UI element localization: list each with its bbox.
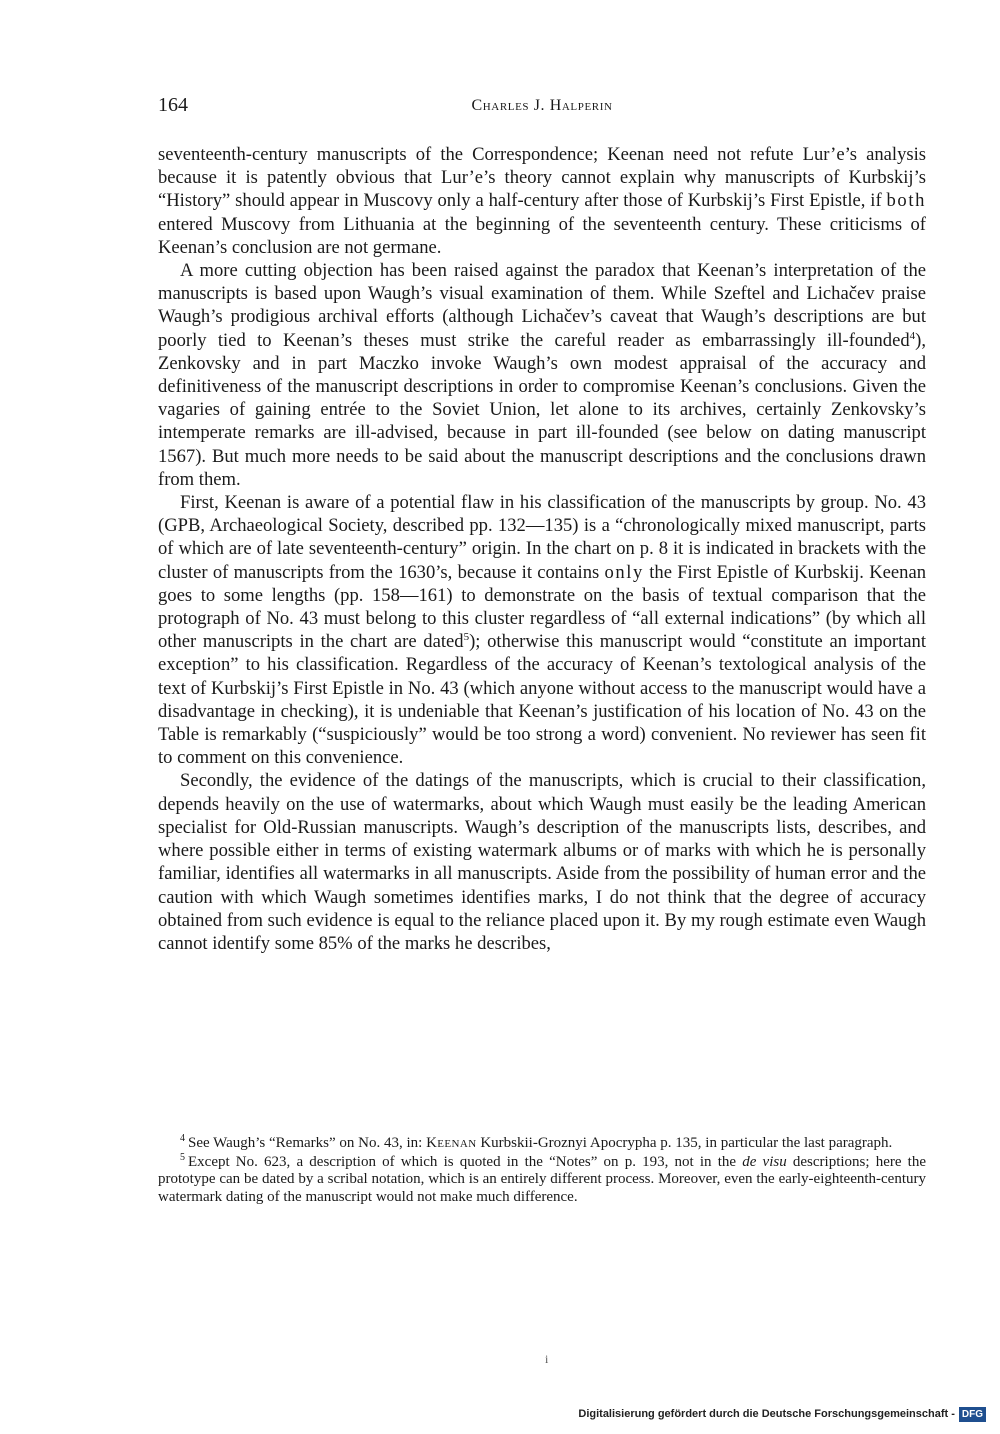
footnote-4-mark: 4 <box>180 1133 185 1144</box>
dfg-logo-icon: DFG <box>959 1407 986 1422</box>
footnote-4-author: Keenan <box>426 1135 477 1151</box>
digitization-banner <box>578 1406 986 1422</box>
paragraph-2: A more cutting objection has been raised against the paradox that Keenan’s interpretation of the manuscripts is based upon Waugh’s visual examination of them. While Szeftel and Lichačev praise Waugh’s prodigious archival efforts (although Lichačev’s caveat that Waugh’s descriptions are but poorly tied to Keenan’s theses must strike the careful reader as embarrassingly ill-founded$^4$), Zenkovsky and in part Maczko invoke Waugh’s own modest appraisal of the accuracy and definitiveness of the manuscript descriptions in order to compromise Keenan’s conclusions. Given the vagaries of gaining entrée to the Soviet Union, let alone to its archives, certainly Zenkovsky’s intemperate remarks are ill-advised, because in part ill-founded (see below on dating manuscript 1567). But much more needs to be said about the manuscript descriptions and the conclusions drawn from them. <box>158 260 926 490</box>
footnote-4: $^4$ See Waugh’s “Remarks” on No. 43, in: Keenan Kurbskii-Groznyi Apocrypha p. 135, in particular the last paragraph. <box>180 1133 893 1151</box>
digitization-banner-text: Digitalisierung gefördert durch die Deutsche Forschungsgemeinschaft - <box>578 1408 955 1420</box>
paragraph-1: seventeenth-century manuscripts of the Correspondence; Keenan need not refute Lur’e’s analysis because it is patently obvious that Lur’e’s theory cannot explain why manuscripts of Kurbskij’s “History” should appear in Muscovy only a half-century after those of Kurbskij’s First Epistle, if both entered Muscovy from Lithuania at the beginning of the seventeenth century. These criticisms of Keenan’s conclusion are not germane. <box>158 144 926 258</box>
emphasis-both: both <box>886 190 926 212</box>
footnotes <box>158 1135 926 1207</box>
running-head: Charles J. Halperin <box>471 97 613 114</box>
stray-mark: i <box>545 1352 549 1366</box>
footnote-ref-5[interactable]: 5 <box>463 631 470 644</box>
page-number: 164 <box>158 94 188 116</box>
paragraph-3: First, Keenan is aware of a potential flaw in his classification of the manuscripts by group. No. 43 (GPB, Archaeological Society, described pp. 132—135) is a “chronologically mixed manuscript, parts of which are of late seventeenth-century” origin. In the chart on p. 8 it is indicated in brackets with the cluster of manuscripts from the 1630’s, because it contains only the First Epistle of Kurbskij. Keenan goes to some lengths (pp. 158—161) to demonstrate on the basis of textual comparison that the protograph of No. 43 must belong to this cluster regardless of “all external indications” (by which all other manuscripts in the chart are dated$^5$); otherwise this manuscript would “constitute an important exception” to his classification. Regardless of the accuracy of Keenan’s textological analysis of the text of Kurbskij’s First Epistle in No. 43 (which anyone without access to the manuscript would have a disadvantage in checking), it is undeniable that Keenan’s justification of his location of No. 43 on the Table is remarkably (“suspiciously” would be too strong a word) convenient. No reviewer has seen fit to comment on this convenience. <box>158 492 926 769</box>
footnote-5-mark: 5 <box>180 1151 185 1163</box>
footnote-5: $^5$ Except No. 623, a description of which is quoted in the “Notes” on p. 193, not in the de visu descriptions; here the prototype can be dated by a scribal notation, which is an entirely different process. Moreover, even the early-eighteenth-century watermark dating of the manuscript would not make much difference. <box>158 1151 927 1205</box>
emphasis-only: only <box>604 561 644 583</box>
paragraph-4: Secondly, the evidence of the datings of the manuscripts, which is crucial to their classification, depends heavily on the use of watermarks, about which Waugh must easily be the leading American specialist for Old-Russian manuscripts. Waugh’s description of the manuscripts lists, describes, and where possible either in terms of existing watermark albums or of marks with which he is personally familiar, identifies all watermarks in all manuscripts. Aside from the possibility of human error and the caution with which Waugh sometimes identifies marks, I do not think that the degree of accuracy obtained from such evidence is equal to the reliance placed upon it. By my rough estimate even Waugh cannot identify some 85% of the marks he describes, <box>158 770 926 954</box>
body-text <box>158 143 926 955</box>
footnote-5-italic: de visu <box>742 1153 787 1170</box>
footnote-ref-4[interactable]: 4 <box>909 329 916 342</box>
page-header <box>158 92 926 122</box>
